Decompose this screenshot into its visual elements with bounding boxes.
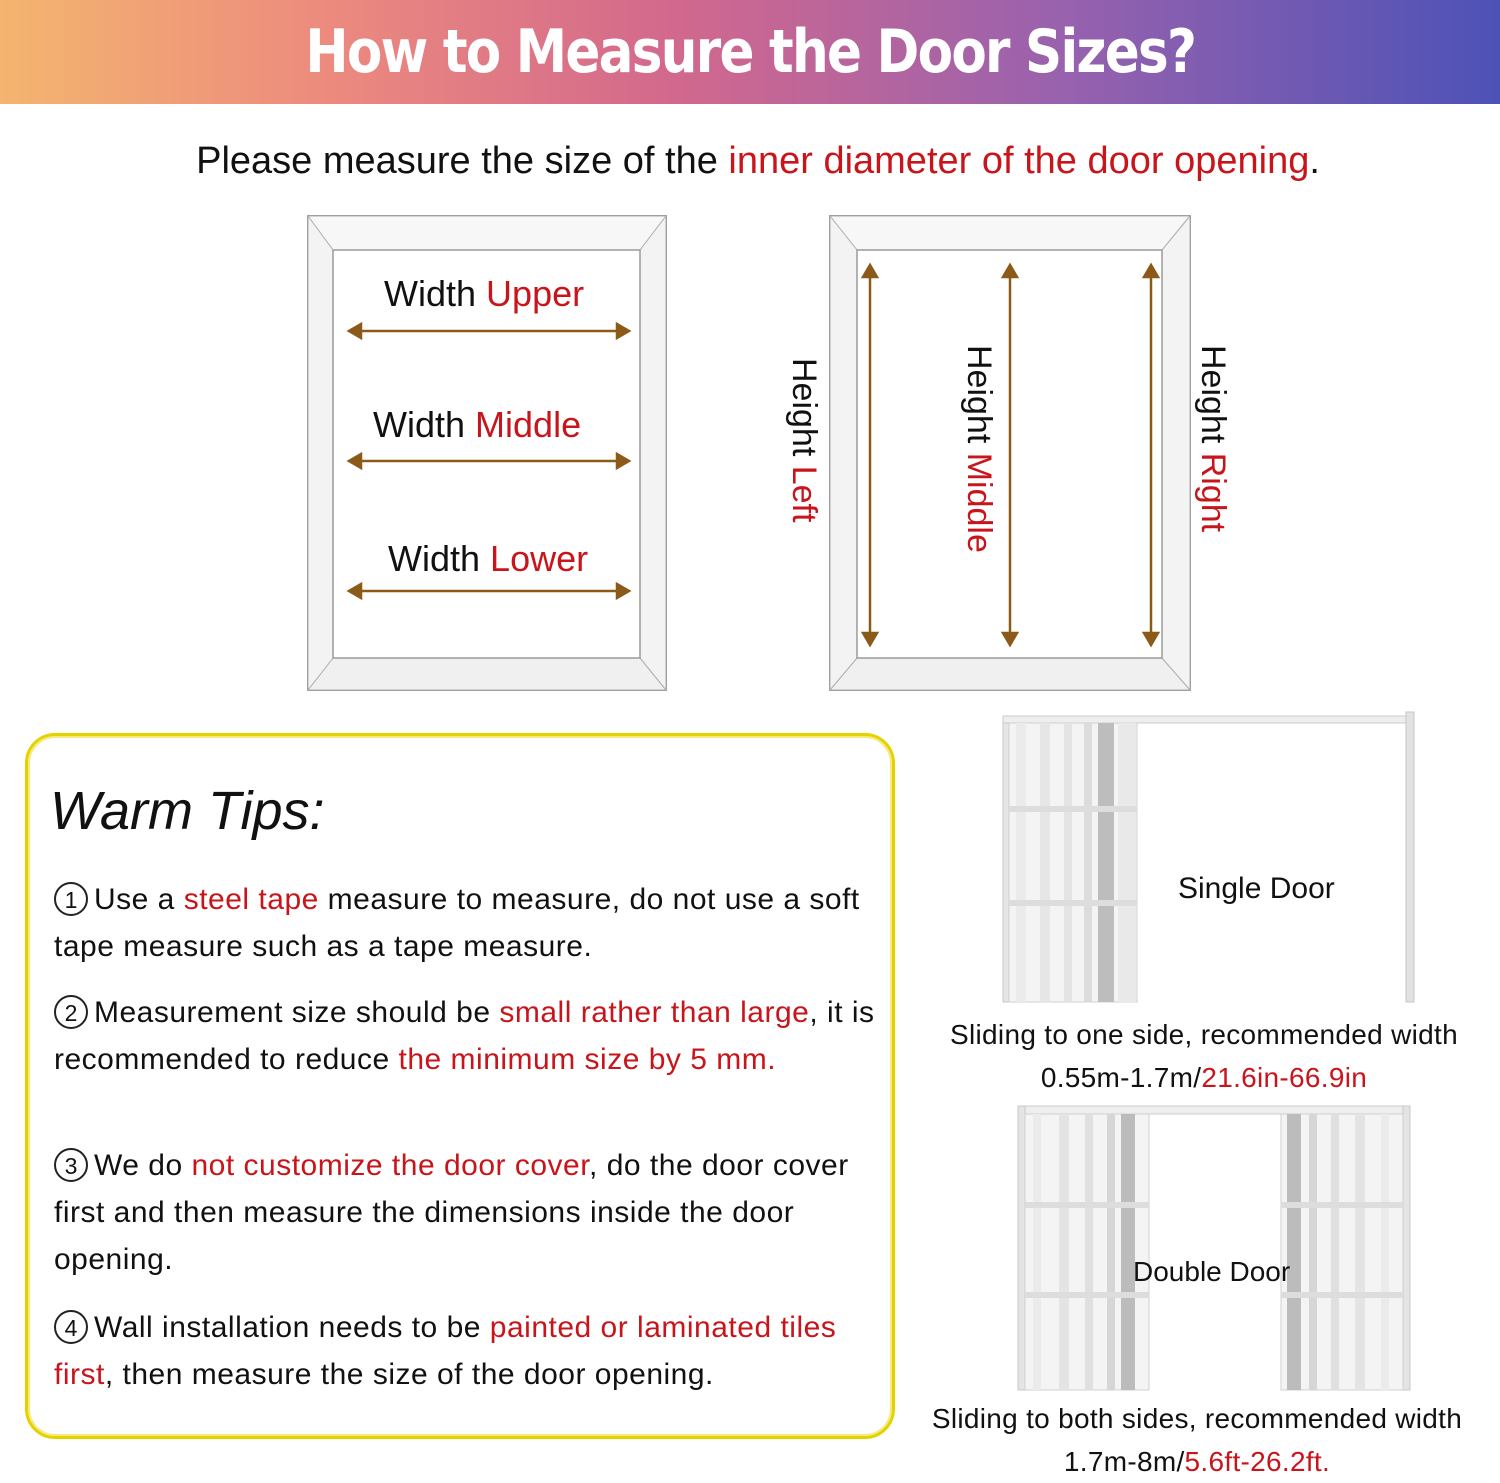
width-measure-frame (307, 215, 667, 691)
single-door-label: Single Door (1178, 872, 1335, 905)
height-right-label: Height Right (1194, 345, 1232, 533)
tip-number-4: 4 (54, 1310, 88, 1344)
double-door-label: Double Door (1133, 1256, 1291, 1287)
single-door-caption: Sliding to one side, recommended width 0.55m-1.7m/21.6in-66.9in (950, 1019, 1458, 1093)
instruction-suffix: . (1309, 140, 1320, 182)
double-door-illustration (1015, 1102, 1415, 1392)
height-measure-frame (829, 215, 1189, 691)
warm-tips-title: Warm Tips: (50, 781, 325, 841)
height-left-label: Height Left (785, 358, 823, 523)
width-middle-label: Width Middle (373, 404, 582, 445)
height-middle-label: Height Middle (960, 345, 998, 553)
tip-2: 2 Measurement size should be small rather than large, it is recommended to reduce the minimum size by 5 mm. (54, 996, 875, 1076)
tip-4: 4 Wall installation needs to be painted or laminated tiles first, then measure the size of the door opening. (54, 1311, 837, 1391)
title-banner (0, 0, 1500, 104)
tip-1: 1 Use a steel tape measure to measure, do not use a soft tape measure such as a tape measure. (54, 883, 860, 963)
page-title: How to Measure the Door Sizes? (305, 17, 1195, 87)
tip-number-2: 2 (54, 995, 88, 1029)
width-lower-label: Width Lower (388, 538, 589, 579)
tip-number-3: 3 (54, 1148, 88, 1182)
instruction-highlight: inner diameter of the door opening (728, 140, 1310, 182)
tip-number-1: 1 (54, 882, 88, 916)
instruction-prefix: Please measure the size of the (196, 140, 729, 182)
tip-3: 3 We do not customize the door cover, do the door cover first and then measure the dimensions inside the door opening. (54, 1149, 849, 1276)
width-upper-label: Width Upper (384, 273, 585, 314)
height-frame-drawing (829, 215, 1191, 691)
instruction-text (0, 140, 1500, 183)
single-door-illustration (1000, 708, 1420, 1006)
double-door-caption: Sliding to both sides, recommended width 1.7m-8m/5.6ft-26.2ft. (931, 1403, 1463, 1477)
